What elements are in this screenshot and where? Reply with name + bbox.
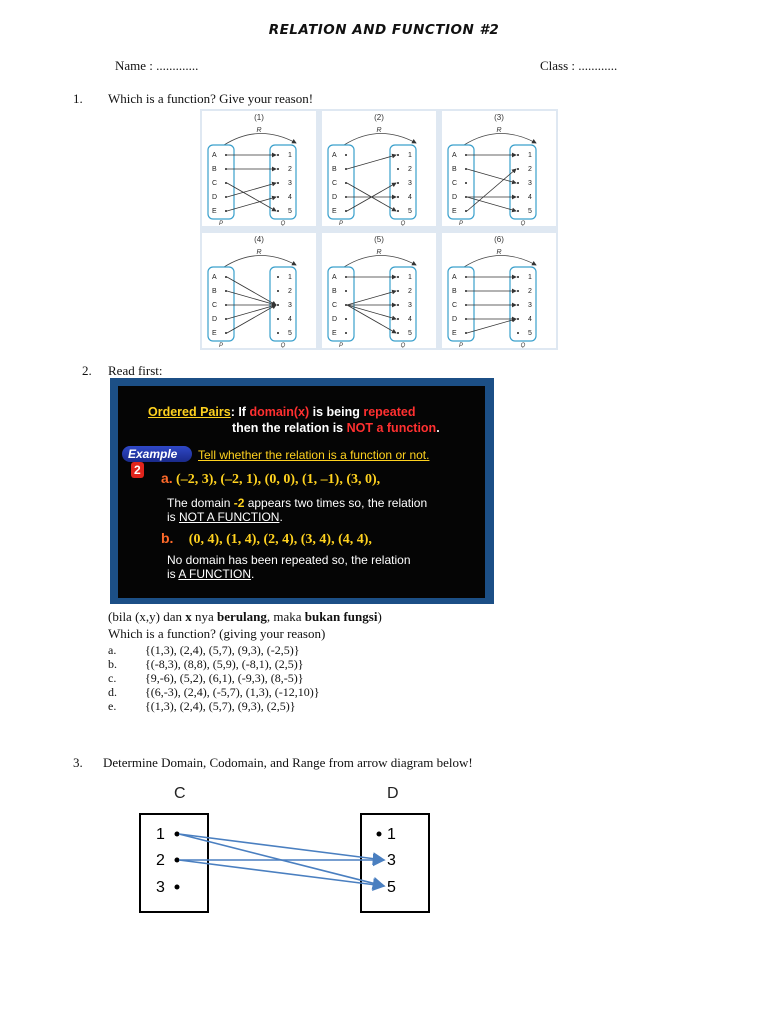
d-dot-1 <box>377 832 382 837</box>
rule-text-if: : If <box>230 405 250 419</box>
domain-dot <box>225 182 227 184</box>
codomain-item: 2 <box>408 288 412 295</box>
codomain-item: 2 <box>288 288 292 295</box>
domain-item: E <box>332 330 337 337</box>
relation-label: R <box>496 127 502 134</box>
note-part-3: , maka <box>266 609 305 624</box>
domain-dot <box>345 290 347 292</box>
codomain-item: 5 <box>528 208 532 215</box>
example-b-explanation-2 <box>167 567 254 581</box>
set-q-label: Q <box>520 343 526 348</box>
codomain-item: 4 <box>528 194 532 201</box>
note-part-2: nya <box>191 609 218 624</box>
domain-dot <box>225 168 227 170</box>
domain-dot <box>465 276 467 278</box>
codomain-item: 5 <box>288 208 292 215</box>
example-badge-number: 2 <box>131 462 144 478</box>
option-b-letter: b. <box>108 657 117 671</box>
example-b-explanation-1: No domain has been repeated so, the relation <box>167 553 411 567</box>
option-e-text: {(1,3), (2,4), (5,7), (9,3), (2,5)} <box>145 699 296 713</box>
codomain-dot <box>517 332 519 334</box>
set-q-box <box>390 267 416 341</box>
option-c-text: {9,-6), (5,2), (6,1), (-9,3), (8,-5)} <box>145 671 304 685</box>
set-p-label: P <box>458 221 464 226</box>
codomain-dot <box>397 196 399 198</box>
domain-item: E <box>452 330 457 337</box>
domain-dot <box>345 154 347 156</box>
diagram-label: (4) <box>254 235 264 244</box>
codomain-dot <box>277 318 279 320</box>
domain-item: A <box>452 152 457 159</box>
option-c-letter: c. <box>108 671 117 685</box>
b-expl-period: . <box>251 567 255 581</box>
domain-dot <box>225 332 227 334</box>
relation-label: R <box>256 127 262 134</box>
codomain-dot <box>277 332 279 334</box>
example-badge <box>122 446 192 477</box>
c-dot-2 <box>175 858 180 863</box>
domain-dot <box>465 182 467 184</box>
option-e-letter: e. <box>108 699 117 713</box>
domain-dot <box>465 304 467 306</box>
domain-dot <box>345 168 347 170</box>
set-d-label: D <box>387 785 399 802</box>
note-part-1: (bila (x,y) dan <box>108 609 186 624</box>
example-b-label: b. <box>161 530 174 546</box>
domain-dot <box>225 154 227 156</box>
domain-item: B <box>212 166 217 173</box>
set-c-label: C <box>174 785 186 802</box>
page-title: RELATION AND FUNCTION #2 <box>268 22 500 38</box>
codomain-dot <box>517 276 519 278</box>
example-a-row <box>161 470 380 488</box>
codomain-dot <box>397 290 399 292</box>
q1-number: 1. <box>73 91 83 106</box>
codomain-item: 1 <box>408 274 412 281</box>
codomain-item: 1 <box>528 274 532 281</box>
codomain-item: 5 <box>408 330 412 337</box>
rule-not: NOT <box>346 421 373 435</box>
codomain-dot <box>277 304 279 306</box>
example-instruction: Tell whether the relation is a function or not. <box>198 448 430 462</box>
codomain-item: 5 <box>408 208 412 215</box>
b-expl-function: A FUNCTION <box>178 567 252 581</box>
note-berulang: berulang <box>217 609 267 624</box>
a-expl-domain: -2 <box>233 496 245 510</box>
domain-dot <box>345 210 347 212</box>
domain-dot <box>345 304 347 306</box>
codomain-dot <box>397 168 399 170</box>
domain-item: B <box>212 288 217 295</box>
domain-dot <box>225 318 227 320</box>
example-b-row <box>161 530 372 548</box>
rule-text-then: then the relation is <box>232 421 347 435</box>
domain-dot <box>465 290 467 292</box>
codomain-item: 4 <box>408 194 412 201</box>
note-bukan-fungsi: bukan fungsi <box>304 609 378 624</box>
d-item-1: 1 <box>387 826 396 843</box>
rule-a-function: a function <box>373 421 437 435</box>
codomain-dot <box>517 182 519 184</box>
codomain-item: 2 <box>288 166 292 173</box>
codomain-item: 1 <box>528 152 532 159</box>
diagram-panel-6 <box>442 233 556 348</box>
a-expl-is: is <box>167 510 179 524</box>
codomain-item: 2 <box>408 166 412 173</box>
q3-text: Determine Domain, Codomain, and Range from arrow diagram below! <box>103 755 473 770</box>
diagram-label: (3) <box>494 113 504 122</box>
a-expl-period: . <box>279 510 283 524</box>
codomain-dot <box>397 182 399 184</box>
relation-label: R <box>376 249 382 256</box>
example-a-explanation-2 <box>167 510 283 524</box>
domain-dot <box>225 196 227 198</box>
domain-dot <box>225 290 227 292</box>
c-item-3: 3 <box>156 879 165 896</box>
codomain-dot <box>277 168 279 170</box>
codomain-dot <box>397 304 399 306</box>
domain-dot <box>465 196 467 198</box>
a-expl-not-function: NOT A FUNCTION <box>179 510 280 524</box>
codomain-item: 4 <box>288 194 292 201</box>
codomain-item: 1 <box>288 152 292 159</box>
codomain-item: 1 <box>408 152 412 159</box>
domain-item: B <box>332 166 337 173</box>
domain-dot <box>345 196 347 198</box>
option-d-text: {(6,-3), (2,4), (-5,7), (1,3), (-12,10)} <box>145 685 320 699</box>
domain-item: C <box>452 302 458 309</box>
name-field[interactable]: Name : ............. <box>115 58 199 73</box>
codomain-dot <box>517 318 519 320</box>
diagram-panel-3 <box>442 111 556 226</box>
diagram-label: (2) <box>374 113 384 122</box>
d-item-5: 5 <box>387 879 396 896</box>
relation-label: R <box>256 249 262 256</box>
q2-number: 2. <box>82 363 92 378</box>
codomain-dot <box>277 154 279 156</box>
domain-dot <box>345 276 347 278</box>
codomain-item: 3 <box>528 302 532 309</box>
example-a-pairs: (–2, 3), (–2, 1), (0, 0), (1, –1), (3, 0), <box>176 472 381 487</box>
c-dot-3 <box>175 885 180 890</box>
domain-dot <box>465 168 467 170</box>
domain-item: D <box>452 194 458 201</box>
set-p-label: P <box>458 343 464 348</box>
codomain-dot <box>277 196 279 198</box>
option-b-text: {(-8,3), (8,8), (5,9), (-8,1), (2,5)} <box>145 657 304 671</box>
ordered-pairs-rule-line2 <box>232 421 440 435</box>
diagram-svg-6 <box>442 233 556 348</box>
codomain-dot <box>517 290 519 292</box>
domain-item: A <box>212 152 217 159</box>
example-badge-label: Example <box>128 447 178 461</box>
option-d-letter: d. <box>108 685 117 699</box>
q2-text: Read first: <box>108 363 163 378</box>
codomain-item: 3 <box>408 180 412 187</box>
domain-item: A <box>212 274 217 281</box>
domain-dot <box>345 318 347 320</box>
q3-arrow-diagram <box>130 780 430 920</box>
diagram-panel-4 <box>202 233 316 348</box>
diagram-svg-5 <box>322 233 436 348</box>
domain-item: C <box>212 180 218 187</box>
codomain-item: 5 <box>288 330 292 337</box>
domain-item: B <box>332 288 337 295</box>
codomain-dot <box>277 182 279 184</box>
set-q-label: Q <box>280 221 286 226</box>
ordered-pairs-rule-line1 <box>148 405 415 419</box>
arrow-diagram-grid <box>200 109 558 350</box>
example-slide <box>110 378 494 604</box>
codomain-dot <box>397 332 399 334</box>
option-a-letter: a. <box>108 643 117 657</box>
codomain-dot <box>517 304 519 306</box>
codomain-item: 2 <box>528 166 532 173</box>
codomain-item: 4 <box>528 316 532 323</box>
domain-item: B <box>452 288 457 295</box>
codomain-dot <box>277 210 279 212</box>
b-expl-is: is <box>167 567 179 581</box>
example-a-label: a. <box>161 470 173 486</box>
diagram-panel-1 <box>202 111 316 226</box>
domain-item: C <box>332 302 338 309</box>
ordered-pairs-heading: Ordered Pairs <box>148 405 231 419</box>
domain-item: A <box>332 152 337 159</box>
c-item-1: 1 <box>156 826 165 843</box>
codomain-item: 5 <box>528 330 532 337</box>
codomain-item: 3 <box>288 302 292 309</box>
domain-item: D <box>452 316 458 323</box>
codomain-dot <box>517 168 519 170</box>
relation-arc <box>464 255 536 267</box>
codomain-item: 2 <box>528 288 532 295</box>
relation-arc <box>464 133 536 145</box>
domain-item: C <box>332 180 338 187</box>
domain-dot <box>345 182 347 184</box>
diagram-panel-5 <box>322 233 436 348</box>
domain-dot <box>225 304 227 306</box>
codomain-item: 4 <box>408 316 412 323</box>
codomain-dot <box>397 276 399 278</box>
codomain-dot <box>277 276 279 278</box>
domain-item: D <box>332 316 338 323</box>
q2-note <box>108 609 382 625</box>
set-q-box <box>510 267 536 341</box>
d-item-3: 3 <box>387 852 396 869</box>
domain-item: A <box>452 274 457 281</box>
domain-dot <box>345 332 347 334</box>
domain-dot <box>465 318 467 320</box>
codomain-dot <box>517 196 519 198</box>
arrow-1-to-3 <box>179 834 384 860</box>
codomain-item: 4 <box>288 316 292 323</box>
diagram-label: (1) <box>254 113 264 122</box>
domain-item: E <box>212 330 217 337</box>
q1-text: Which is a function? Give your reason! <box>108 91 314 106</box>
codomain-dot <box>397 210 399 212</box>
set-p-label: P <box>218 221 224 226</box>
codomain-dot <box>517 210 519 212</box>
diagram-panel-2 <box>322 111 436 226</box>
a-expl-text: The domain <box>167 496 234 510</box>
domain-dot <box>465 332 467 334</box>
rule-text-being: is being <box>309 405 364 419</box>
codomain-item: 3 <box>288 180 292 187</box>
arrow-2-to-5 <box>179 860 384 886</box>
rule-repeated: repeated <box>363 405 416 419</box>
codomain-item: 3 <box>528 180 532 187</box>
rule-period: . <box>436 421 440 435</box>
domain-item: C <box>212 302 218 309</box>
c-item-2: 2 <box>156 852 165 869</box>
domain-item: E <box>332 208 337 215</box>
class-field[interactable]: Class : ............ <box>540 58 618 73</box>
option-a-text: {(1,3), (2,4), (5,7), (9,3), (-2,5)} <box>145 643 300 657</box>
domain-item: A <box>332 274 337 281</box>
set-q-label: Q <box>280 343 286 348</box>
diagram-svg-2 <box>322 111 436 226</box>
q2-question: Which is a function? (giving your reason) <box>108 626 326 641</box>
codomain-dot <box>397 154 399 156</box>
relation-arc <box>224 255 296 267</box>
codomain-dot <box>397 318 399 320</box>
diagram-svg-4 <box>202 233 316 348</box>
domain-dot <box>465 154 467 156</box>
relation-arc <box>344 255 416 267</box>
set-q-label: Q <box>400 343 406 348</box>
set-p-label: P <box>338 343 344 348</box>
example-a-explanation-1 <box>167 496 427 510</box>
rule-domain: domain(x) <box>249 405 310 419</box>
domain-item: C <box>452 180 458 187</box>
diagram-label: (6) <box>494 235 504 244</box>
q3-number: 3. <box>73 755 83 770</box>
set-q-box <box>390 145 416 219</box>
diagram-svg-1 <box>202 111 316 226</box>
domain-item: B <box>452 166 457 173</box>
domain-dot <box>225 210 227 212</box>
codomain-item: 3 <box>408 302 412 309</box>
domain-item: D <box>332 194 338 201</box>
diagram-label: (5) <box>374 235 384 244</box>
domain-item: E <box>452 208 457 215</box>
domain-item: D <box>212 194 218 201</box>
codomain-dot <box>517 154 519 156</box>
relation-label: R <box>376 127 382 134</box>
domain-item: E <box>212 208 217 215</box>
domain-dot <box>465 210 467 212</box>
relation-arc <box>224 133 296 145</box>
domain-dot <box>225 276 227 278</box>
relation-arc <box>344 133 416 145</box>
set-q-label: Q <box>520 221 526 226</box>
note-close: ) <box>377 609 382 624</box>
note-x: x <box>185 609 192 624</box>
set-p-label: P <box>338 221 344 226</box>
set-p-label: P <box>218 343 224 348</box>
example-b-pairs: (0, 4), (1, 4), (2, 4), (3, 4), (4, 4), <box>188 532 372 547</box>
a-expl-rest: appears two times so, the relation <box>244 496 428 510</box>
c-dot-1 <box>175 832 180 837</box>
relation-label: R <box>496 249 502 256</box>
set-q-label: Q <box>400 221 406 226</box>
domain-item: D <box>212 316 218 323</box>
codomain-dot <box>277 290 279 292</box>
set-q-box <box>270 145 296 219</box>
codomain-item: 1 <box>288 274 292 281</box>
diagram-svg-3 <box>442 111 556 226</box>
example-slide-content <box>118 386 485 598</box>
